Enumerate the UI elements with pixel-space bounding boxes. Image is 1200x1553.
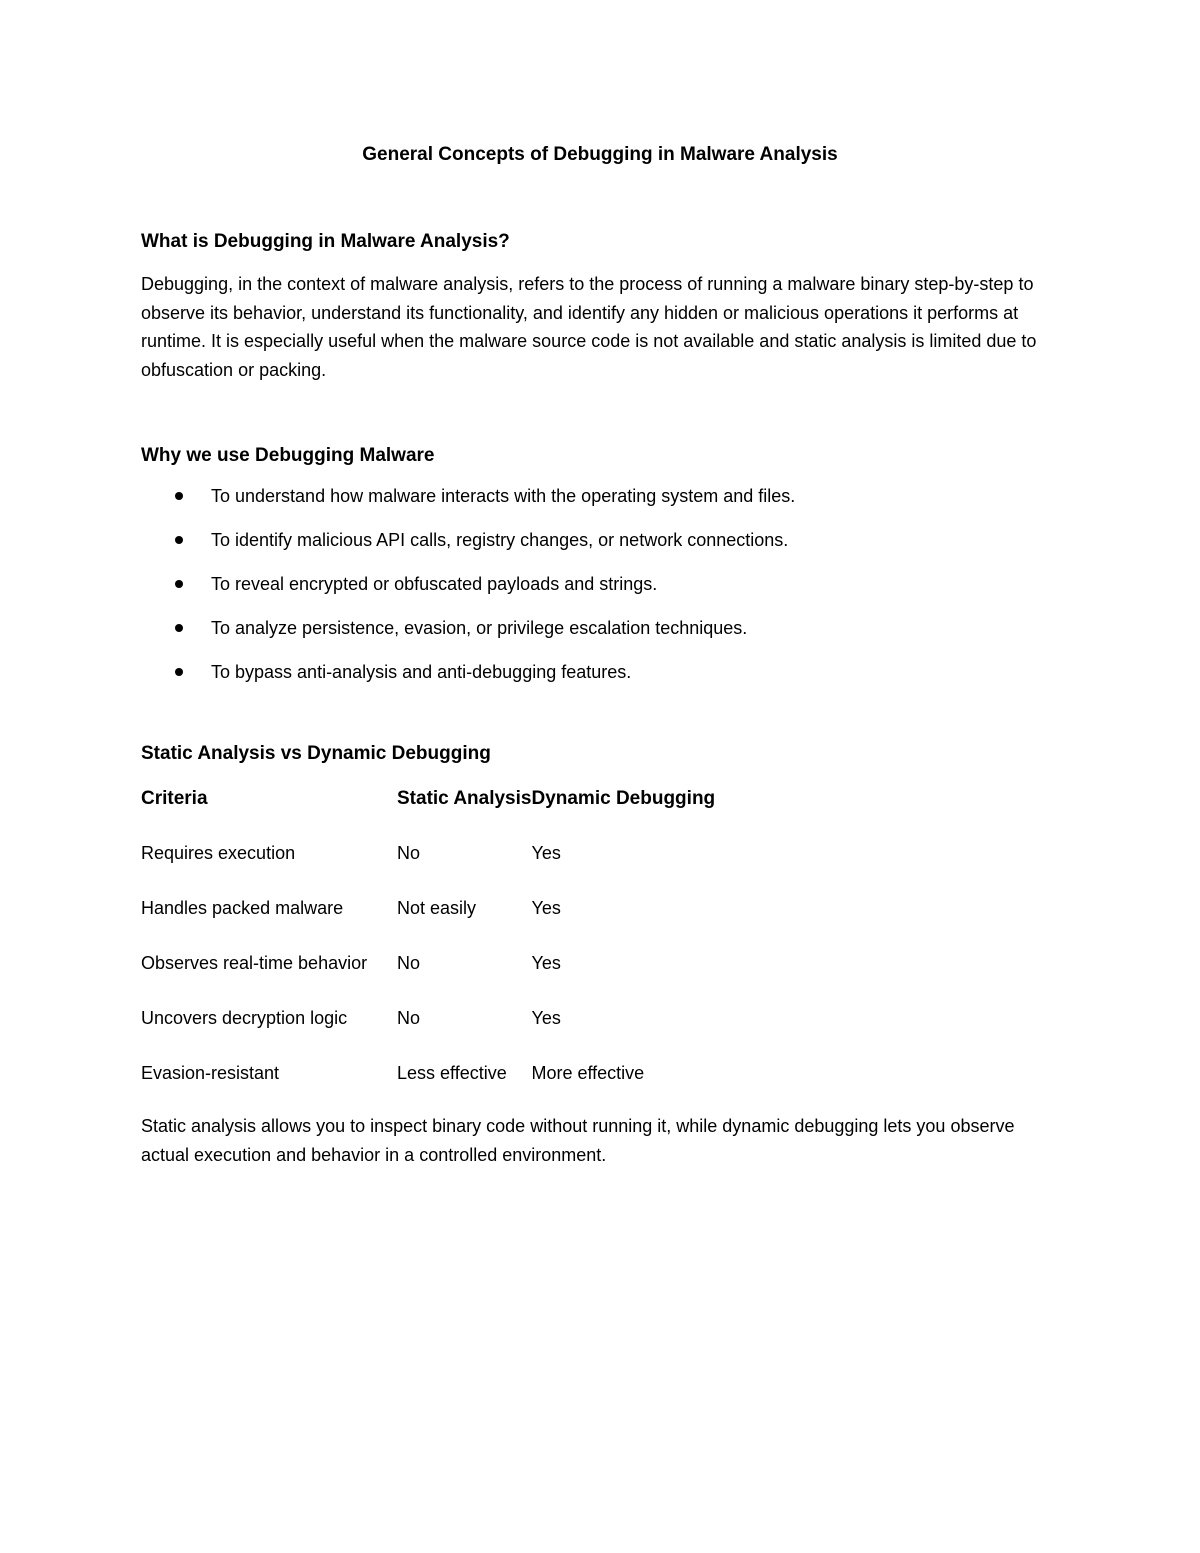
table-row	[141, 1000, 731, 1055]
bullet-icon	[175, 624, 183, 632]
list-item-text: To analyze persistence, evasion, or privilege escalation techniques.	[211, 618, 748, 638]
list-item-text: To understand how malware interacts with the operating system and files.	[211, 486, 796, 506]
column-header-dynamic-debugging: Dynamic Debugging	[531, 788, 716, 809]
table-cell: Observes real-time behavior	[141, 953, 368, 973]
section-paragraph-definition: Debugging, in the context of malware analysis, refers to the process of running a malware binary step-by-step to observe its behavior, understand its functionality, and identify any hidden or malicious operations it performs at runtime. It is especially useful when the malware source code is not available and static analysis is limited due to obfuscation or packing.	[141, 274, 1037, 380]
list-item-text: To reveal encrypted or obfuscated payloads and strings.	[211, 574, 658, 594]
table-header-row	[141, 780, 731, 835]
table-cell: No	[397, 1008, 421, 1028]
bullet-icon	[175, 668, 183, 676]
bullet-list-reasons	[141, 482, 1041, 686]
table-cell: Uncovers decryption logic	[141, 1008, 348, 1028]
table-cell: Not easily	[397, 898, 477, 918]
comparison-table	[141, 780, 731, 1110]
document-content	[141, 140, 1041, 1169]
table-row	[141, 945, 731, 1000]
column-header-criteria: Criteria	[141, 788, 208, 809]
column-header-static-analysis: Static Analysis	[397, 788, 532, 809]
table-cell: Yes	[531, 843, 561, 863]
section-heading-what-is-debugging: What is Debugging in Malware Analysis?	[141, 231, 510, 252]
list-item-text: To bypass anti-analysis and anti-debugging features.	[211, 662, 632, 682]
list-item	[141, 482, 1041, 510]
list-item	[141, 658, 1041, 686]
list-item	[141, 526, 1041, 554]
section-paragraph-summary: Static analysis allows you to inspect binary code without running it, while dynamic debugging lets you observe actual execution and behavior in a controlled environment.	[141, 1116, 1015, 1165]
table-row	[141, 1055, 731, 1110]
section-heading-why-debugging: Why we use Debugging Malware	[141, 445, 435, 466]
bullet-icon	[175, 536, 183, 544]
list-item	[141, 570, 1041, 598]
table-row	[141, 890, 731, 945]
bullet-icon	[175, 580, 183, 588]
table-row	[141, 835, 731, 890]
table-cell: Less effective	[397, 1063, 507, 1083]
list-item-text: To identify malicious API calls, registry changes, or network connections.	[211, 530, 789, 550]
document-title: General Concepts of Debugging in Malware Analysis	[362, 144, 838, 165]
table-cell: More effective	[531, 1063, 645, 1083]
table-cell: Yes	[531, 898, 561, 918]
table-cell: Handles packed malware	[141, 898, 344, 918]
table-cell: Yes	[531, 1008, 561, 1028]
table-cell: Requires execution	[141, 843, 296, 863]
section-heading-static-vs-dynamic: Static Analysis vs Dynamic Debugging	[141, 743, 491, 764]
list-item	[141, 614, 1041, 642]
bullet-icon	[175, 492, 183, 500]
table-cell: No	[397, 953, 421, 973]
table-cell: No	[397, 843, 421, 863]
table-cell: Yes	[531, 953, 561, 973]
table-cell: Evasion-resistant	[141, 1063, 280, 1083]
